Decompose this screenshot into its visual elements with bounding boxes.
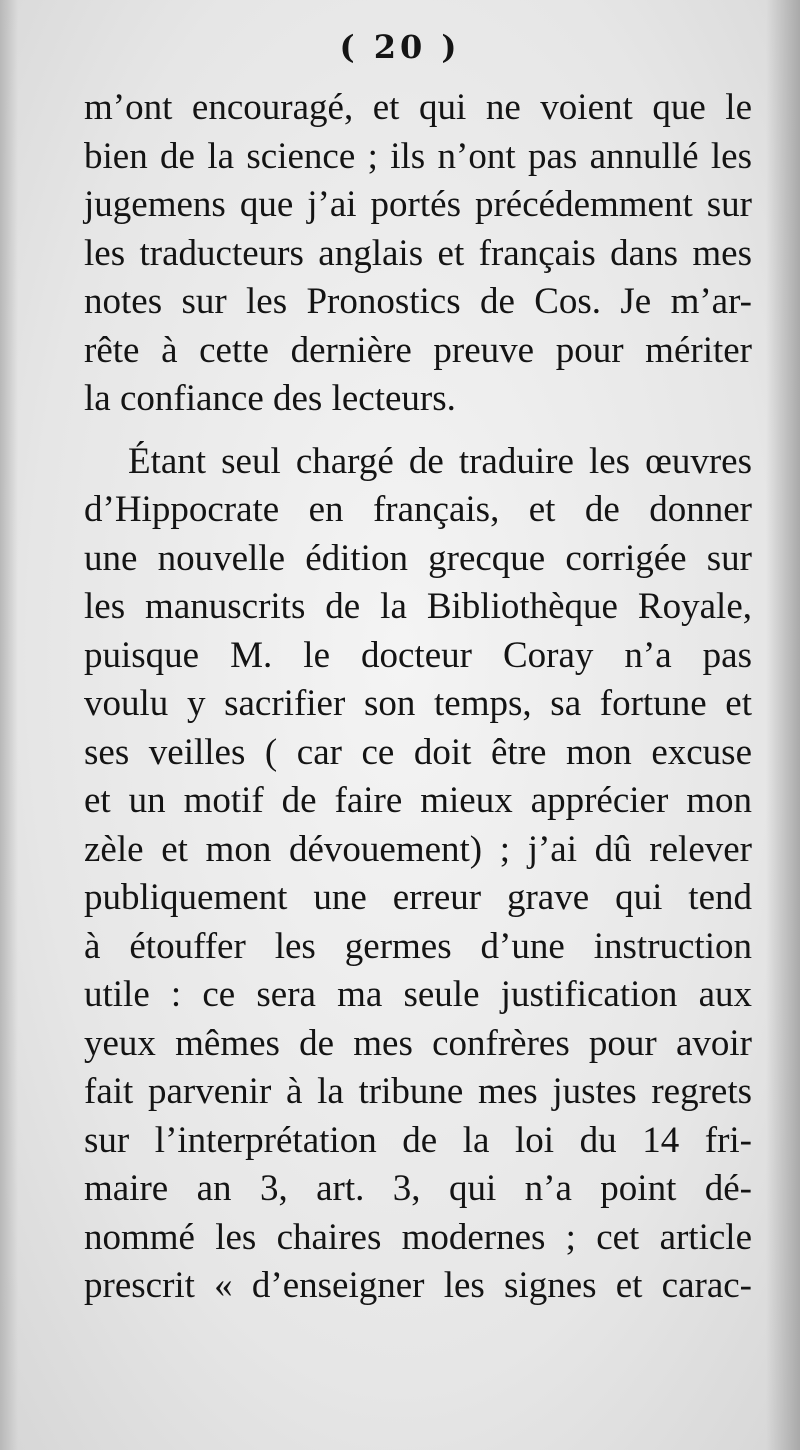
text-line: ses veilles ( car ce doit être mon excuse <box>84 731 752 773</box>
text-line: sur l’interprétation de la loi du 14 fri- <box>84 1119 752 1161</box>
text-line: une nouvelle édition grecque corrigée sur <box>84 537 752 579</box>
text-line: notes sur les Pronostics de Cos. Je m’ar- <box>84 281 752 322</box>
text-line: fait parvenir à la tribune mes justes regrets <box>84 1071 752 1112</box>
page-body <box>84 84 752 1311</box>
text-line: les traducteurs anglais et français dans mes <box>84 232 752 274</box>
text-line: et un motif de faire mieux apprécier mon <box>84 780 752 821</box>
text-line: la confiance des lecteurs. <box>84 378 456 419</box>
page-number: ( 20 ) <box>339 28 461 66</box>
left-edge-shadow <box>0 0 18 1450</box>
paragraph-gap <box>84 424 752 438</box>
text-line: puisque M. le docteur Coray n’a pas <box>84 634 752 676</box>
text-line: maire an 3, art. 3, qui n’a point dé- <box>84 1168 752 1209</box>
text-line: nommé les chaires modernes ; cet article <box>84 1216 752 1258</box>
right-edge-shadow <box>766 0 800 1450</box>
text-line: voulu y sacrifier son temps, sa fortune et <box>84 683 752 724</box>
text-line: m’ont encouragé, et qui ne voient que le <box>84 87 752 128</box>
text-line: yeux mêmes de mes confrères pour avoir <box>84 1022 752 1064</box>
text-line: utile : ce sera ma seule justification aux <box>84 974 752 1015</box>
text-line: d’Hippocrate en français, et de donner <box>84 489 752 530</box>
text-line: jugemens que j’ai portés précédemment sur <box>84 184 752 225</box>
text-line: Étant seul chargé de traduire les œuvres <box>128 440 752 482</box>
text-line: prescrit « d’enseigner les signes et carac- <box>84 1265 752 1306</box>
text-line: les manuscrits de la Bibliothèque Royale, <box>84 586 752 627</box>
text-line: bien de la science ; ils n’ont pas annullé les <box>84 135 752 177</box>
text-line: zèle et mon dévouement) ; j’ai dû relever <box>84 828 752 870</box>
text-line: publiquement une erreur grave qui tend <box>84 877 752 918</box>
text-line: rête à cette dernière preuve pour mériter <box>84 329 752 371</box>
text-line: à étouffer les germes d’une instruction <box>84 925 752 967</box>
